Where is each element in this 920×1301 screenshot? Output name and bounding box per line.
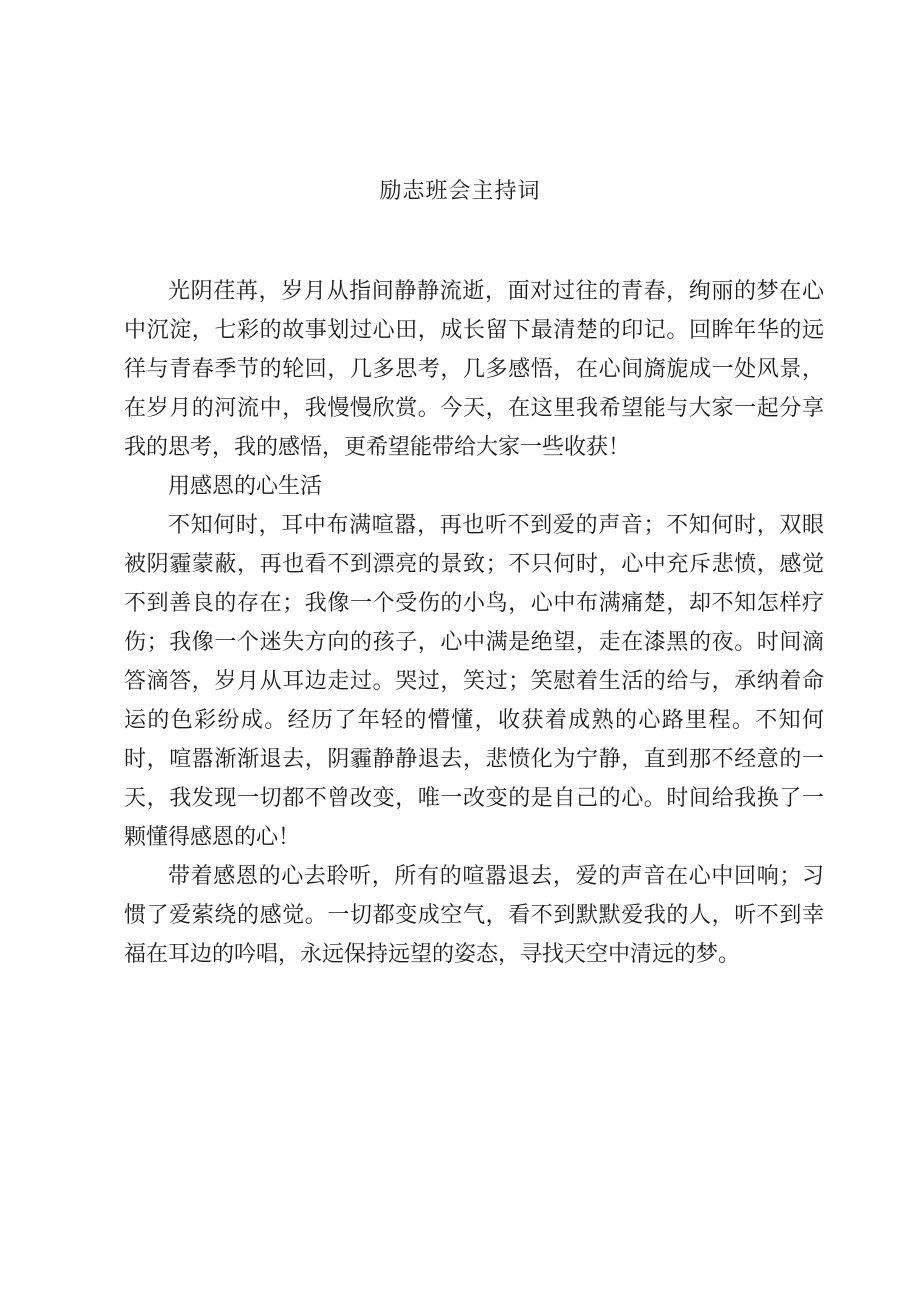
paragraph-listen: 带着感恩的心去聆听，所有的喧嚣退去，爱的声音在心中回响；习惯了爱萦绕的感觉。一切都变成空气，看不到默默爱我的人，听不到幸福在耳边的吟唱，永远保持远望的姿态，寻找天空中清远的梦。 (124, 864, 824, 967)
section-heading: 用感恩的心生活 (168, 474, 323, 499)
paragraph-intro: 光阴荏苒，岁月从指间静静流逝，面对过往的青春，绚丽的梦在心中沉淀，七彩的故事划过心田，成长留下最清楚的印记。回眸年华的远徉与青春季节的轮回，几多思考，几多感悟，在心间旖旎成一处风景，在岁月的河流中，我慢慢欣赏。今天，在这里我希望能与大家一起分享我的思考，我的感悟，更希望能带给大家一些收获！ (124, 279, 824, 460)
paragraph-gratitude-life: 不知何时，耳中布满喧嚣，再也听不到爱的声音；不知何时，双眼被阴霾蒙蔽，再也看不到漂亮的景致；不只何时，心中充斥悲愤，感觉不到善良的存在；我像一个受伤的小鸟，心中布满痛楚，却不知怎样疗伤；我像一个迷失方向的孩子，心中满是绝望，走在漆黑的夜。时间滴答滴答，岁月从耳边走过。哭过，笑过；笑慰着生活的给与，承纳着命运的色彩纷成。经历了年轻的懵懂，收获着成熟的心路里程。不知何时，喧嚣渐渐退去，阴霾静静退去，悲愤化为宁静，直到那不经意的一天，我发现一切都不曾改变，唯一改变的是自己的心。时间给我换了一颗懂得感恩的心！ (124, 513, 824, 850)
document-title: 励志班会主持词 (379, 179, 541, 204)
document-body (124, 272, 824, 974)
